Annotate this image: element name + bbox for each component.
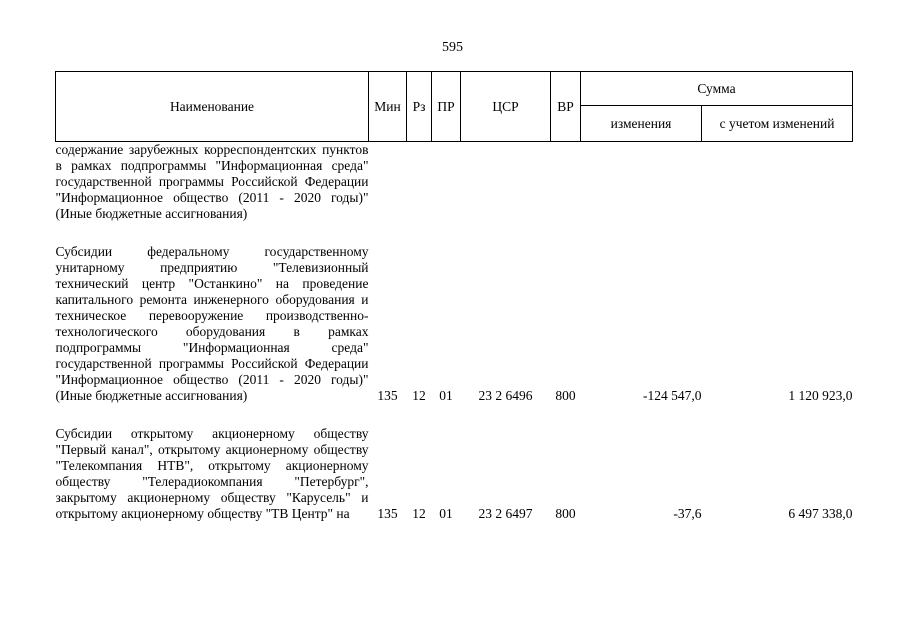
row-min: 135 [377,388,398,403]
header-csr: ЦСР [461,72,551,142]
row-csr: 23 2 6496 [478,388,533,403]
row-pr [432,142,461,245]
header-change: изменения [581,106,702,142]
row-min: 135 [377,506,398,521]
row-total [702,142,853,245]
row-change: -124 547,0 [643,388,702,403]
row-name: Субсидии федеральному государственному унитарному предприятию "Телевизионный технический центр "Останкино" на проведение капитального ремонта инженерного оборудования и техническое перевооружение производственно-технологического оборудования в рамках подпрограммы "Информационная среда" государственной программы Российской Федерации "Информационное общество (2011 - 2020 годы)" (Иные бюджетные ассигнования) [55,244,369,403]
row-rz [407,142,432,245]
row-csr [461,142,551,245]
row-pr: 01 [439,388,453,403]
row-vr: 800 [555,506,576,521]
header-name: Наименование [56,72,369,142]
row-change [581,142,702,245]
row-vr [551,142,581,245]
row-min [369,142,407,245]
row-change: -37,6 [673,506,702,521]
budget-table [55,71,853,524]
header-rz: Рз [407,72,432,142]
row-csr: 23 2 6497 [478,506,533,521]
row-vr: 800 [555,388,576,403]
header-sum: Сумма [581,72,853,106]
row-name: Субсидии открытому акционерному обществу "Первый канал", открытому акционерному обществу "Телекомпания НТВ", открытому акционерному обществу "Телерадиокомпания "Петербург", закрытому акционерному обществу "Карусель" и открытому акционерному обществу "ТВ Центр" на [55,426,369,521]
table-row [56,426,853,524]
row-rz: 12 [412,388,426,403]
header-vr: ВР [551,72,581,142]
row-total: 6 497 338,0 [788,506,853,521]
table-row [56,244,853,426]
row-name: содержание зарубежных корреспондентских пунктов в рамках подпрограммы "Информационная среда" государственной программы Российской Федерации "Информационное общество (2011 - 2020 годы)" (Иные бюджетные ассигнования) [55,142,369,221]
table-row [56,142,853,245]
row-pr: 01 [439,506,453,521]
row-total: 1 120 923,0 [788,388,853,403]
page-number: 595 [442,40,463,55]
header-pr: ПР [432,72,461,142]
row-rz: 12 [412,506,426,521]
header-with-changes: с учетом изменений [702,106,853,142]
header-min: Мин [369,72,407,142]
